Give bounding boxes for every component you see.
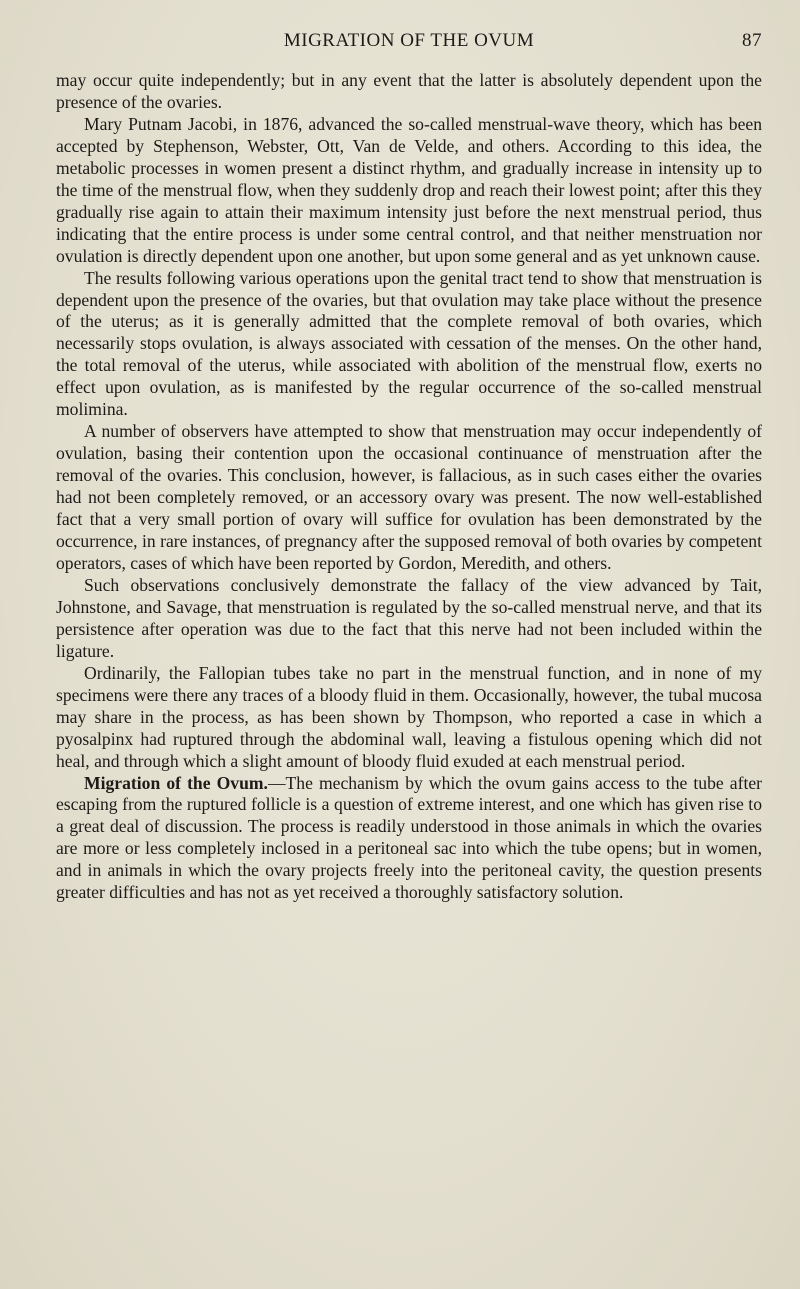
section-heading: Migration of the Ovum.	[84, 772, 268, 793]
paragraph-3: The results following various operations upon the genital tract tend to show that menstruation is dependent upon the presence of the ovaries, but that ovulation may take place without the presence of the uterus; as it is generally admitted that the complete removal of both ovaries, which necessarily stops ovulation, is always associated with cessation of the menses. On the other hand, the total removal of the uterus, while associated with abolition of the menstrual flow, exerts no effect upon ovulation, as is manifested by the regular occurrence of the so-called menstrual molimina.	[56, 267, 762, 420]
page-number: 87	[742, 30, 762, 51]
section-paragraph	[56, 773, 762, 905]
section-text: —The mechanism by which the ovum gains access to the tube after escaping from the ruptured follicle is a question of extreme interest, and one which has given rise to a great deal of discussion. The process is readily understood in those animals in which the ovaries are more or less completely inclosed in a peritoneal sac into which the tube opens; but in women, and in animals in which the ovary projects freely into the peritoneal cavity, the question presents greater difficulties and has not as yet received a thoroughly satisfactory solution.	[56, 772, 763, 903]
paragraph-6: Ordinarily, the Fallopian tubes take no part in the menstrual function, and in none of my specimens were there any traces of a bloody fluid in them. Occasionally, however, the tubal mucosa may share in the process, as has been shown by Thompson, who reported a case in which a pyosalpinx had ruptured through the abdominal wall, leaving a fistulous opening which did not heal, and through which a slight amount of bloody fluid exuded at each menstrual period.	[56, 662, 762, 771]
running-title: MIGRATION OF THE OVUM	[283, 30, 535, 51]
book-page	[56, 30, 762, 904]
paragraph-5: Such observations conclusively demonstrate the fallacy of the view advanced by Tait, Johnstone, and Savage, that menstruation is regulated by the so-called menstrual nerve, and that its persistence after operation was due to the fact that this nerve had not been included within the ligature.	[56, 574, 762, 661]
paragraph-1: may occur quite independently; but in any event that the latter is absolutely dependent upon the presence of the ovaries.	[56, 70, 762, 112]
body-text	[56, 70, 762, 904]
paragraph-4: A number of observers have attempted to show that menstruation may occur independently of ovulation, basing their contention upon the occasional continuance of menstruation after the removal of the ovaries. This conclusion, however, is fallacious, as in such cases either the ovaries had not been completely removed, or an accessory ovary was present. The now well-established fact that a very small portion of ovary will suffice for ovulation has been demonstrated by the occurrence, in rare instances, of pregnancy after the supposed removal of both ovaries by competent operators, cases of which have been reported by Gordon, Meredith, and others.	[56, 421, 762, 573]
paragraph-2: Mary Putnam Jacobi, in 1876, advanced the so-called menstrual-wave theory, which has been accepted by Stephenson, Webster, Ott, Van de Velde, and others. According to this idea, the metabolic processes in women present a distinct rhythm, and gradually increase in intensity up to the time of the menstrual flow, when they suddenly drop and reach their lowest point; after this they gradually rise again to attain their maximum intensity just before the next menstrual period, thus indicating that the entire process is under some central control, and that neither menstruation nor ovulation is directly dependent upon one another, but upon some general and as yet unknown cause.	[56, 113, 762, 266]
running-head	[56, 30, 762, 54]
